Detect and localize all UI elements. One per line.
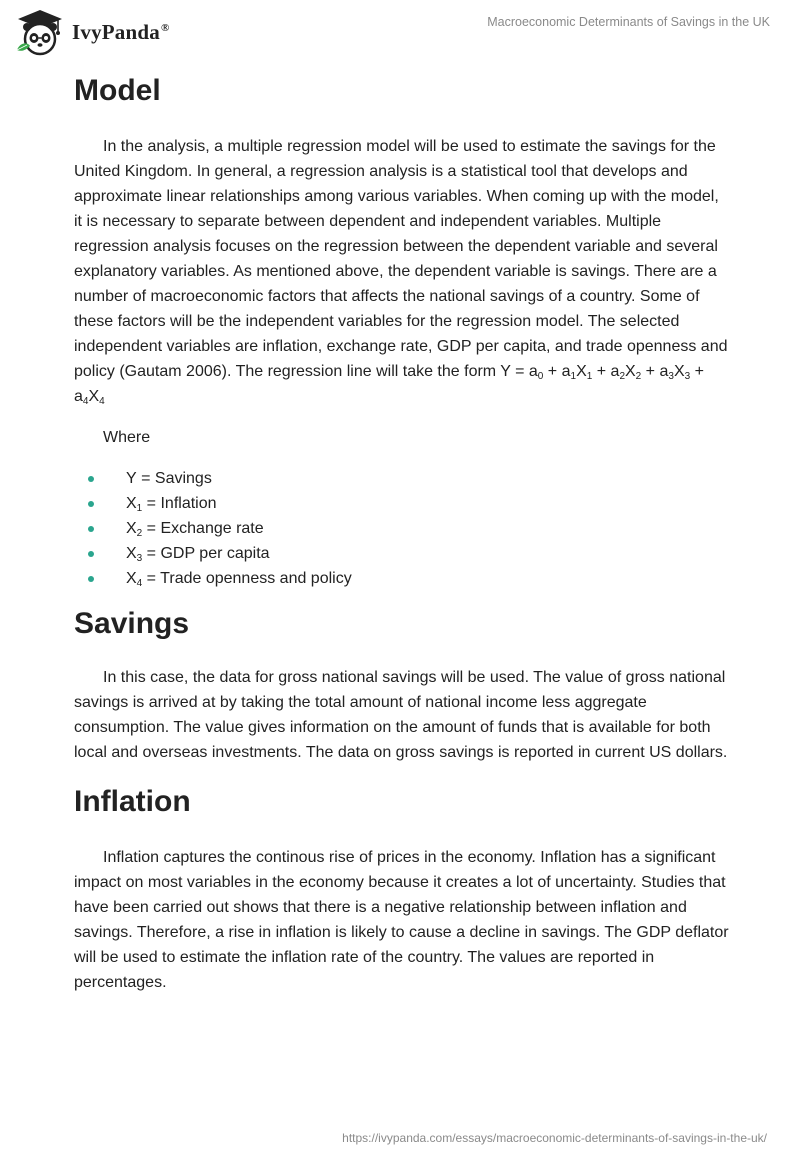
bullet-icon: [88, 576, 94, 582]
panda-mascot-icon: [14, 8, 66, 56]
list-item: $X_1$ = Inflation: [74, 491, 730, 516]
list-item: $X_3$ = GDP per capita: [74, 541, 730, 566]
list-item: Y = Savings: [74, 466, 730, 491]
savings-paragraph: In this case, the data for gross national savings will be used. The value of gross national savings is arrived at by taking the total amount of national income less aggregate consumption. The value gives information on the amount of funds that is available for both local and overseas investments. The data on gross savings is reported in current US dollars.: [74, 669, 728, 761]
section-heading-savings: Savings: [74, 607, 190, 640]
section-heading-inflation: Inflation: [74, 785, 191, 818]
source-url-link[interactable]: https://ivypanda.com/essays/macroeconomic-determinants-of-savings-in-the-uk/: [342, 1131, 767, 1145]
section-heading-model: Model: [74, 74, 161, 107]
list-item: $X_4$ = Trade openness and policy: [74, 566, 730, 591]
inflation-paragraph: Inflation captures the continous rise of prices in the economy. Inflation has a significant impact on most variables in the economy because it creates a lot of uncertainty. Studies that have been carried out shows that there is a negative relationship between inflation and savings. Therefore, a rise in inflation is likely to cause a decline in savings. The GDP deflator will be used to estimate the inflation rate of the country. The values are reported in percentages.: [74, 849, 729, 991]
bullet-icon: [88, 501, 94, 507]
logo-text: IvyPanda®: [72, 19, 170, 44]
where-label: Where: [103, 429, 151, 446]
variable-list: [74, 466, 730, 591]
bullet-icon: [88, 526, 94, 532]
ivypanda-logo[interactable]: [14, 8, 169, 56]
bullet-icon: [88, 551, 94, 557]
list-item: $X_2$ = Exchange rate: [74, 516, 730, 541]
regression-formula: $Y = a_0 + a_1X_1 + a_2X_2 + a_3X_3 + a_4X_4$: [74, 363, 704, 407]
article-body: [74, 70, 730, 995]
page-header: [0, 0, 800, 64]
model-paragraph: In the analysis, a multiple regression model will be used to estimate the savings for the United Kingdom. In general, a regression analysis is a statistical tool that develops and approximate linear relationships among various variables. When coming up with the model, it is necessary to separate between dependent and independent variables. Multiple regression analysis focuses on the regression between the dependent variable and several explanatory variables. As mentioned above, the dependent variable is savings. There are a number of macroeconomic factors that affects the national savings of a country. Some of these factors will be the independent variables for the regression model. The selected independent variables are inflation, exchange rate, GDP per capita, and trade openness and policy (Gautam 2006). The regression line will take the form $Y = a_0 + a_1X_1 + a_2X_2 + a_3X_3 + a_4X_4$: [74, 138, 728, 407]
document-title: Macroeconomic Determinants of Savings in the UK: [487, 15, 770, 29]
bullet-icon: [88, 476, 94, 482]
